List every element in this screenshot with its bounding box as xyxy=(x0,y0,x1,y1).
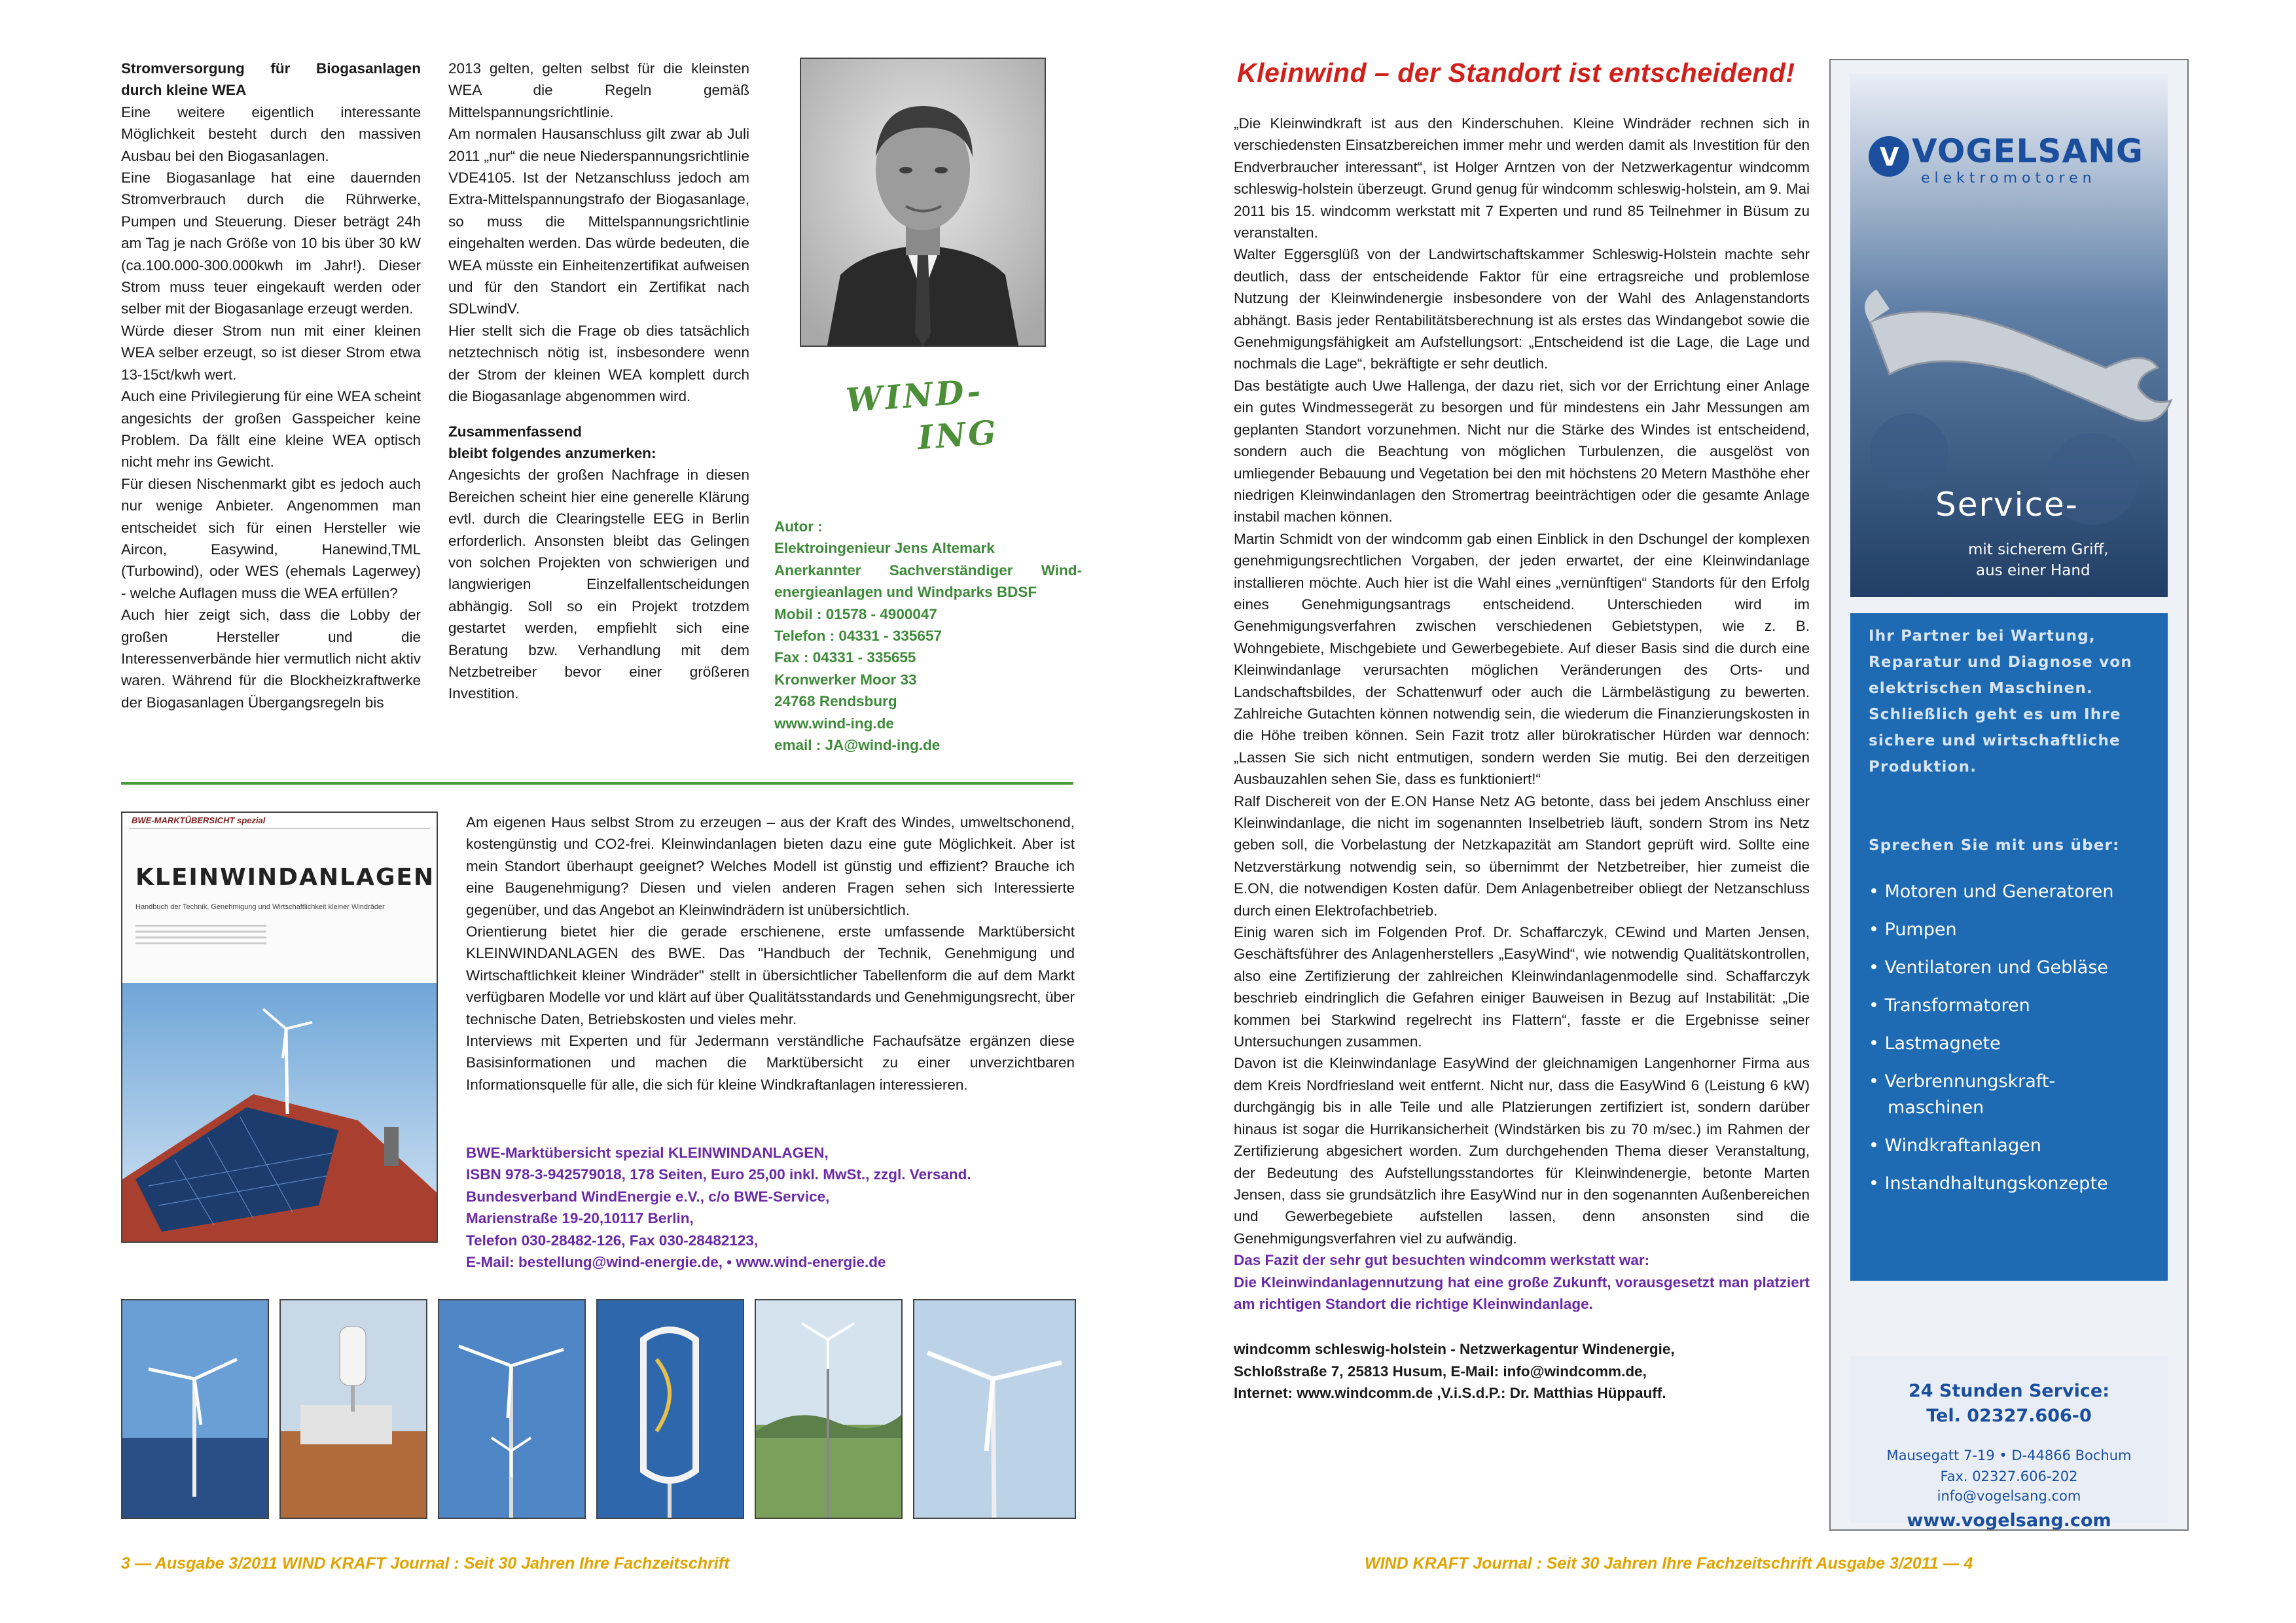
article-paragraph: Martin Schmidt von der windcomm gab einen Einblick in den Dschungel der komplexen genehmigungsrechtlichen Vorgaben, der jeden erwartet, der eine Kleinwindanlage installieren möchte. Auch hier ist die Wahl eines „vernünftigen“ Standorts für den Erfolg eines Genehmigungsantrags entscheidend. Unterschieden wird im Genehmigungsverfahren zwischen verschiedenen Gebietstypen, wie z. B. Wohngebiete, Mischgebiete und Gewerbegebiete. Auf dieser Basis sind die durch eine Kleinwindanlage verursachten möglichen Veränderungen des Orts- und Landschaftsbildes, der Schattenwurf oder auch die Lärmbelästigung zu bewerten. Zahlreiche Gutachten können notwendig sein, die wiederum die Finanzierungskosten in die Höhe treiben können. Sein Fazit trotz aller bürokratischer Hürden war dennoch: „Lassen Sie sich nicht entmutigen, sondern werden Sie mutig. Bei den derzeitigen Ausbauzahlen sehen Sie, dass es funktioniert!“ xyxy=(1234,530,1810,788)
ad-service-item: maschinen xyxy=(1888,1097,1984,1118)
right-page-footer: WIND KRAFT Journal : Seit 30 Jahren Ihre Fachzeitschrift Ausgabe 3/2011 — 4 xyxy=(1365,1554,1973,1573)
order-line: Telefon 030-28482-126, Fax 030-28482123, xyxy=(466,1232,759,1249)
ad-service-item: • Motoren und Generatoren xyxy=(1869,882,2114,902)
contact-line: windcomm schleswig-holstein - Netzwerkagentur Windenergie, xyxy=(1234,1341,1675,1358)
author-line: email : JA@wind-ing.de xyxy=(774,737,941,754)
summary-heading: Zusammenfassend xyxy=(448,423,582,440)
turbine-photo xyxy=(121,1299,269,1519)
book-description xyxy=(466,812,1075,1096)
logo-text-wind: WIND- xyxy=(844,371,985,420)
col1-heading: Stromversorgung für Biogasanlagen durch kleine WEA xyxy=(121,60,421,99)
col2-paragraph: Am normalen Hausanschluss gilt zwar ab Juli 2011 „nur“ die neue Niederspannungsrichtlinie VDE4105. Ist der Netzanschluss jedoch am Extra-Mittelspannungstrafo der Biogasanlage, so muss die Mittelspannungsrichtlinie eingehalten werden. Das würde bedeuten, die WEA müsste ein Einheitenzertifikat aufweisen und für den Standort ein Zertifikat nach SDLwindV. xyxy=(448,126,749,317)
ad-service-item: • Verbrennungskraft- xyxy=(1869,1071,2056,1092)
col1-paragraph: Für diesen Nischenmarkt gibt es jedoch auch nur wenige Anbieter. Angenommen man entscheidet sich für einen Hersteller wie Aircon, Easywind, Hanewind,TML (Turbowind), oder WES (ehemals Lagerwey) - welche Auflagen muss die WEA erfüllen? xyxy=(121,475,421,601)
order-line: E-Mail: bestellung@wind-energie.de, • www.wind-energie.de xyxy=(466,1254,886,1271)
ad-fax: Fax. 02327.606-202 xyxy=(1940,1469,2078,1484)
ad-website: www.vogelsang.com xyxy=(1907,1510,2111,1531)
author-portrait xyxy=(800,58,1046,347)
author-line: Telefon : 04331 - 335657 xyxy=(774,628,942,645)
author-line: Elektroingenieur Jens Altemark xyxy=(774,540,995,557)
ad-service-item: • Lastmagnete xyxy=(1869,1033,2001,1054)
author-block xyxy=(774,516,1082,756)
author-line: www.wind-ing.de xyxy=(774,715,894,732)
wind-ing-logo xyxy=(839,371,1000,468)
book-cover-title: KLEINWINDANLAGEN xyxy=(135,864,435,891)
left-column-2 xyxy=(448,58,749,705)
book-cover-topline: BWE-MARKTÜBERSICHT spezial xyxy=(132,815,266,825)
ad-address: Mausegatt 7-19 • D-44866 Bochum xyxy=(1886,1448,2132,1463)
book-cover-subtitle: Handbuch der Technik, Genehmigung und Wirtschaftlichkeit kleiner Windräder xyxy=(135,903,385,911)
ad-service-item: • Instandhaltungskonzepte xyxy=(1869,1173,2108,1194)
ad-hours: 24 Stunden Service: xyxy=(1908,1381,2110,1401)
logo-text-ing: ING xyxy=(916,412,1000,457)
author-line: Mobil : 01578 - 4900047 xyxy=(774,605,937,622)
ad-email: info@vogelsang.com xyxy=(1937,1488,2081,1504)
book-text: Orientierung bietet hier die gerade erschienene, erste umfassende Marktübersicht KLEINWINDANLAGEN des BWE. Das "Handbuch der Technik, Genehmigung und Wirtschaftlichkeit kleiner Windräder" stellt in übersichtlicher Tabellenform die auf dem Markt verfügbaren Modelle vor und klärt auf über Qualitätsstandards und Genehmigungsrecht, über technische Daten, Betriebskosten und vieles mehr. xyxy=(466,923,1075,1027)
ad-service-item: • Ventilatoren und Gebläse xyxy=(1869,957,2109,978)
turbine-photo xyxy=(913,1299,1076,1519)
col1-paragraph: Auch hier zeigt sich, dass die Lobby der großen Hersteller und die Interessenverbände hier vermutlich nicht aktiv waren. Während für die Blockheizkraftwerke der Biogasanlagen Übergangsregeln bis xyxy=(121,607,421,711)
ad-service-item: • Pumpen xyxy=(1869,919,1957,940)
book-text: Interviews mit Experten und für Jedermann verständliche Fachaufsätze ergänzen diese Basisinformationen und machen die Marktübersicht zu einer unverzichtbaren Informationsquelle für alle, die sich für kleine Windkraftanlagen interessieren. xyxy=(466,1033,1075,1093)
col2-paragraph: 2013 gelten, gelten selbst für die kleinsten WEA die Regeln gemäß Mittelspannungsrichtlinie. xyxy=(448,60,749,120)
order-line: BWE-Marktübersicht spezial KLEINWINDANLAGEN, xyxy=(466,1145,829,1161)
author-line: energieanlagen und Windparks BDSF xyxy=(774,584,1037,601)
partner-text: Ihr Partner bei Wartung, Reparatur und Diagnose von elektrischen Maschinen. Schließlich geht es um Ihre sichere und wirtschaftliche Produktion. xyxy=(1869,628,2132,776)
ad-phone: Tel. 02327.606-0 xyxy=(1926,1406,2092,1426)
turbine-photo xyxy=(279,1299,427,1519)
ad-service-item: • Windkraftanlagen xyxy=(1869,1135,2041,1156)
book-order-info xyxy=(466,1142,1075,1273)
turbine-photo xyxy=(755,1299,903,1519)
service-subline: mit sicherem Griff, xyxy=(1968,541,2109,558)
vogelsang-logo xyxy=(1869,132,2157,191)
left-page-footer: 3 — Ausgabe 3/2011 WIND KRAFT Journal : Seit 30 Jahren Ihre Fachzeitschrift xyxy=(121,1554,730,1573)
contact-line: Schloßstraße 7, 25813 Husum, E-Mail: info@windcomm.de, xyxy=(1234,1363,1647,1380)
vogelsang-brand-sub: elektromotoren xyxy=(1921,170,2096,187)
col1-paragraph: Würde dieser Strom nun mit einer kleinen WEA selber erzeugt, so ist dieser Strom etwa 13-15ct/kwh wert. xyxy=(121,322,421,383)
order-line: Marienstraße 19-20,10117 Berlin, xyxy=(466,1210,694,1227)
fazit-heading: Das Fazit der sehr gut besuchten windcomm werkstatt war: xyxy=(1234,1252,1650,1269)
col2-paragraph: Hier stellt sich die Frage ob dies tatsächlich netztechnisch nötig ist, insbesondere wenn der Strom der kleinen WEA komplett durch die Biogasanlage abgenommen wird. xyxy=(448,322,749,405)
left-column-1 xyxy=(121,58,421,713)
col1-paragraph: Eine Biogasanlage hat eine dauernden Stromverbrauch durch die Rührwerke, Pumpen und Steuerung. Dieser beträgt 24h am Tag je nach Größe von 10 bis über 30 kW (ca.100.000-300.000kwh im Jahr!). Dieser Strom muss teuer eingekauft werden oder selber mit der Biogasanlage erzeugt werden. xyxy=(121,169,421,317)
col1-paragraph: Auch eine Privilegierung für eine WEA scheint angesichts der großen Gasspeicher keine Problem. Da fällt eine kleine WEA optisch nicht mehr ins Gewicht. xyxy=(121,388,421,471)
author-line: Anerkannter Sachverständiger Wind- xyxy=(774,562,1082,579)
vogelsang-brand: VOGELSANG xyxy=(1912,132,2144,170)
summary-subheading: bleibt folgendes anzumerken: xyxy=(448,444,656,461)
article-paragraph: „Die Kleinwindkraft ist aus den Kinderschuhen. Kleine Windräder rechnen sich in verschiedensten Einsatzbereichen immer mehr und werden damit als Investition für den Endverbraucher interessant“, ist Holger Arntzen von der Netzwerkagentur windcomm schleswig-holstein überzeugt. Grund genug für windcomm schleswig-holstein, am 9. Mai 2011 bis 15. windcomm werkstatt mit 7 Experten und rund 85 Teilnehmer in Büsum zu veranstalten. xyxy=(1234,115,1810,241)
author-line: Fax : 04331 - 335655 xyxy=(774,649,916,666)
turbine-photo xyxy=(596,1299,744,1519)
vogelsang-mark-icon: V xyxy=(1869,136,1909,177)
col1-paragraph: Eine weitere eigentlich interessante Möglichkeit besteht durch den massiven Ausbau bei den Biogasanlagen. xyxy=(121,103,421,164)
article-paragraph: Ralf Dischereit von der E.ON Hanse Netz AG betonte, dass bei jedem Anschluss einer Kleinwindanlage, die nicht im sogenannten Inselbetrieb läuft, sondern Strom ins Netz geben soll, die Vorbelastung der Netzkapazität am Standort geprüft wird. Sollte eine Netzverstärkung notwendig sein, so übernimmt der Netzbetreiber, hier zumeist die E.ON, die notwendigen Kosten dafür. Dem Anlagenbetreiber obliegt der Netzanschluss durch einen Elektrofachbetrieb. xyxy=(1234,793,1810,919)
turbine-photo xyxy=(438,1299,586,1519)
summary-paragraph: Angesichts der großen Nachfrage in diesen Bereichen scheint hier eine generelle Klärung evtl. durch die Clearingstelle EEG in Berlin erforderlich. Ansonsten bleibt das Gelingen von solchen Projekten von schwierigen und langwierigen Einzelfallentscheidungen abhängig. Soll so ein Projekt trotzdem gestartet werden, empfiehlt sich eine Beratung bzw. Verhandlung mit dem Netzbetreiber bevor einer größeren Investition. xyxy=(448,467,749,702)
article-paragraph: Das bestätigte auch Uwe Hallenga, der dazu riet, sich vor der Errichtung einer Anlage ein gutes Windmessegerät zu besorgen und für mindestens ein Jahr Messungen am geplanten Standort vorzunehmen. Nicht nur die Stärke des Windes ist entscheidend, sondern auch die Beachtung von möglichen Turbulenzen, die ausgelöst von umliegender Bebauung und Vegetation bei den mit höchstens 20 Metern Masthöhe eher niedrigen Kleinwindanlagen den Stromertrag beeinträchtigen oder die gesamte Anlage instabil machen können. xyxy=(1234,377,1810,526)
author-line: Autor : xyxy=(774,518,823,535)
fazit-text: Die Kleinwindanlagennutzung hat eine große Zukunft, vorausgesetzt man platziert am richtigen Standort die richtige Kleinwindanlage. xyxy=(1234,1274,1810,1312)
book-cover xyxy=(121,812,438,1243)
order-line: ISBN 978-3-942579018, 178 Seiten, Euro 25,00 inkl. MwSt., zzgl. Versand. xyxy=(466,1166,971,1183)
order-line: Bundesverband WindEnergie e.V., c/o BWE-Service, xyxy=(466,1188,830,1205)
ad-service-item: • Transformatoren xyxy=(1869,995,2030,1016)
section-divider xyxy=(121,782,1073,785)
service-heading: Service- xyxy=(1935,486,2079,524)
author-line: Kronwerker Moor 33 xyxy=(774,671,917,688)
article-paragraph: Davon ist die Kleinwindanlage EasyWind der gleichnamigen Langenhorner Firma aus dem Kreis Nordfriesland weit entfernt. Nicht nur, dass die EasyWind 6 (Leistung 6 kW) durchgängig bis in alle Teile und alle Platzierungen zertifiziert ist, sondern darüber hinaus ist sogar die Hurrikansicherheit (Windstärken bis zu 70 m/sec.) im Rahmen der Zertifizierung abgesichert worden. Zum durchgehenden Thema dieser Veranstaltung, der Bedeutung des Aufstellungsstandortes für Kleinwindenergie, betonte Marten Jensen, dass sie grundsätzlich ihre EasyWind nur in den sogenannten Außenbereichen und Gewerbegebiete aufstellen lassen, denn ansonsten sind die Genehmigungsverfahren viel zu aufwändig. xyxy=(1234,1055,1810,1247)
article-paragraph: Einig waren sich im Folgenden Prof. Dr. Schaffarczyk, CEwind und Marten Jensen, Geschäftsführer des Anlagenherstellers „EasyWind“, wie notwendig Qualitätskontrollen, also eine Zertifizierung der zahlreichen Kleinwindanlagenmodelle sind. Schaffarczyk beschrieb eindringlich die Gefahren einiger Bauweisen in Bezug auf Instabilität: „Die kommen bei Starkwind regelrecht ins Flattern“, fasste er die Ergebnisse seiner Untersuchungen zusammen. xyxy=(1234,924,1810,1050)
service-subline: aus einer Hand xyxy=(1976,562,2090,579)
book-text: Am eigenen Haus selbst Strom zu erzeugen – aus der Kraft des Windes, umweltschonend, kostengünstig und CO2-frei. Kleinwindanlagen bieten dazu eine gute Möglichkeit. Aber ist mein Standort überhaupt geeignet? Welches Modell ist günstig und effizient? Brauche ich eine Baugenehmigung? Diesen und vielen anderen Fragen sehen sich Interessierte gegenüber, und das Angebot an Kleinwindrädern ist unübersichtlich. xyxy=(466,814,1075,918)
author-line: 24768 Rendsburg xyxy=(774,693,897,710)
article-paragraph: Walter Eggersglüß von der Landwirtschaftskammer Schleswig-Holstein machte sehr deutlich, dass der entscheidende Faktor für eine ertragsreiche und problemlose Nutzung der Kleinwindenergie insbesondere von der Wahl des Anlagenstandorts abhängt. Basis jeder Rentabilitätsberechnung ist als erstes das Windangebot sowie die Genehmigungsfähigkeit am Aufstellungsort: „Entscheidend ist die Lage, die Lage und nochmals die Lage“, bekräftigte er sehr deutlich. xyxy=(1234,246,1810,372)
speak-heading: Sprechen Sie mit uns über: xyxy=(1869,837,2120,854)
article-title: Kleinwind – der Standort ist entscheidend! xyxy=(1237,58,1795,88)
vogelsang-advertisement xyxy=(1829,59,2189,1531)
contact-line: Internet: www.windcomm.de ,V.i.S.d.P.: Dr. Matthias Hüppauff. xyxy=(1234,1385,1666,1402)
article-body xyxy=(1234,113,1810,1404)
portrait-image xyxy=(801,59,1045,346)
